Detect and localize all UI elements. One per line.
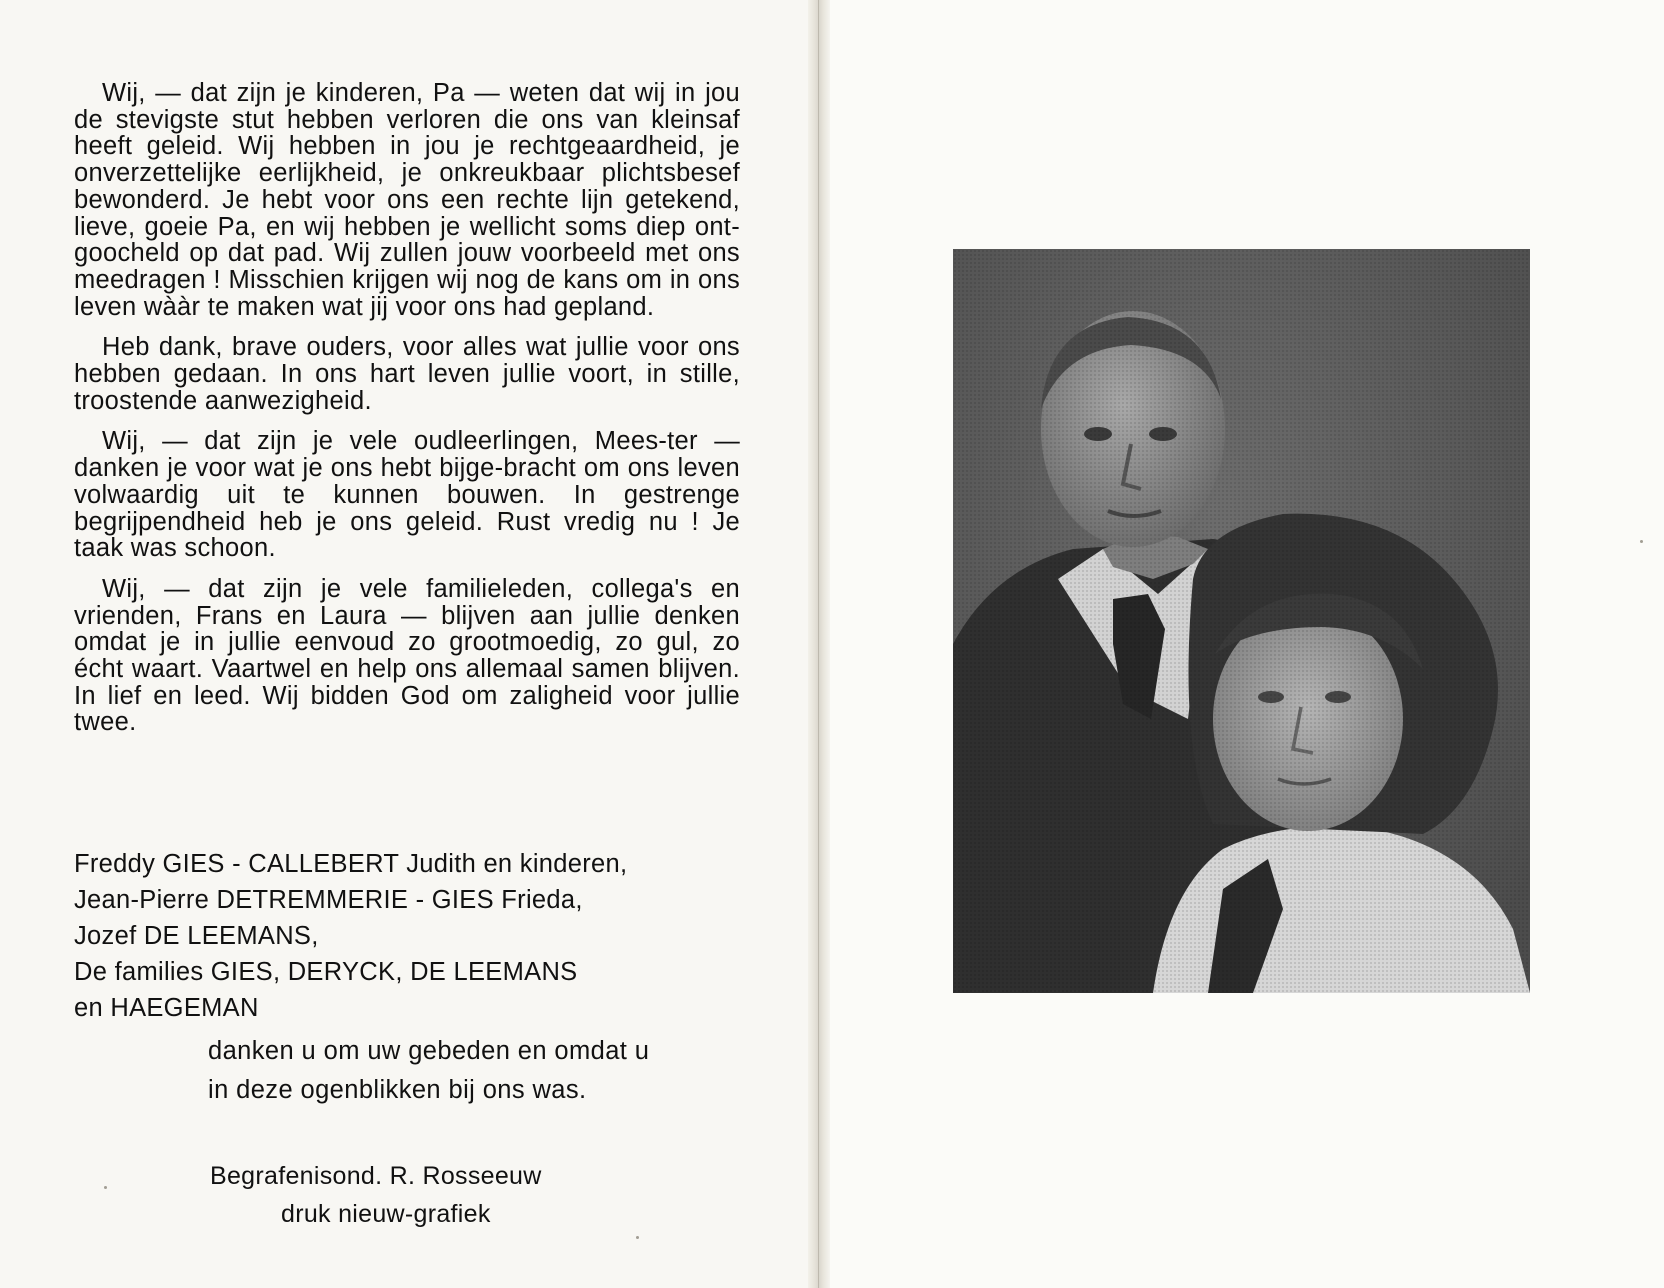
printer-credit xyxy=(210,1157,542,1233)
portrait-photo xyxy=(953,249,1530,993)
signer-line: Freddy GIES - CALLEBERT Judith en kinderen, xyxy=(74,850,628,878)
signer-line: en HAEGEMAN xyxy=(74,994,259,1022)
signer-line: Jozef DE LEEMANS, xyxy=(74,922,319,950)
paper-speck xyxy=(104,1186,107,1189)
paragraph-thanks-parents: Heb dank, brave ouders, voor alles wat jullie voor ons hebben gedaan. In ons hart leven jullie voort, in stille, troostende aanwezigheid. xyxy=(74,333,740,415)
portrait-illustration xyxy=(953,249,1530,993)
signer-line: Jean-Pierre DETREMMERIE - GIES Frieda, xyxy=(74,886,583,914)
paragraph-children: Wij, — dat zijn je kinderen, Pa — weten dat wij in jou de stevigste stut hebben verloren die ons van kleinsaf heeft geleid. Wij hebben in jou je rechtgeaardheid, je onverzettelijke eerlijkheid, je onkreukbaar plichtsbesef bewonderd. Je hebt voor ons een rechte lijn getekend, lieve, goeie Pa, en wij hebben je wellicht soms diep ont-goocheld op dat pad. Wij zullen jouw voorbeeld met ons meedragen ! Misschien krijgen wij nog de kans om in ons leven wààr te maken wat jij voor ons had gepland. xyxy=(74,79,740,321)
signers-list xyxy=(74,846,774,1026)
paragraph-family: Wij, — dat zijn je vele familieleden, collega's en vrienden, Frans en Laura — blijven aan jullie denken omdat je in jullie eenvoud zo grootmoedig, zo gul, zo écht waart. Vaartwel en help ons allemaal samen blijven. In lief en leed. Wij bidden God om zaligheid voor jullie twee. xyxy=(74,574,740,737)
card-fold xyxy=(808,0,830,1288)
paper-speck xyxy=(1640,540,1643,543)
memorial-text xyxy=(74,80,740,750)
thanks-line: danken u om uw gebeden en omdat u xyxy=(208,1037,650,1065)
paper-speck xyxy=(636,1236,639,1239)
halftone-overlay xyxy=(953,249,1530,993)
funeral-director: Begrafenisond. R. Rosseeuw xyxy=(210,1162,542,1190)
fold-crease xyxy=(818,0,819,1288)
thanks-note xyxy=(208,1032,768,1110)
paragraph-pupils: Wij, — dat zijn je vele oudleerlingen, Mees-ter — danken je voor wat je ons hebt bijge-bracht om ons leven volwaardig uit te kunnen bouwen. In gestrenge begrijpendheid heb je ons geleid. Rust vredig nu ! Je taak was schoon. xyxy=(74,427,740,563)
thanks-line: in deze ogenblikken bij ons was. xyxy=(208,1076,587,1104)
signer-line: De families GIES, DERYCK, DE LEEMANS xyxy=(74,958,578,986)
print-shop: druk nieuw-grafiek xyxy=(281,1200,491,1228)
